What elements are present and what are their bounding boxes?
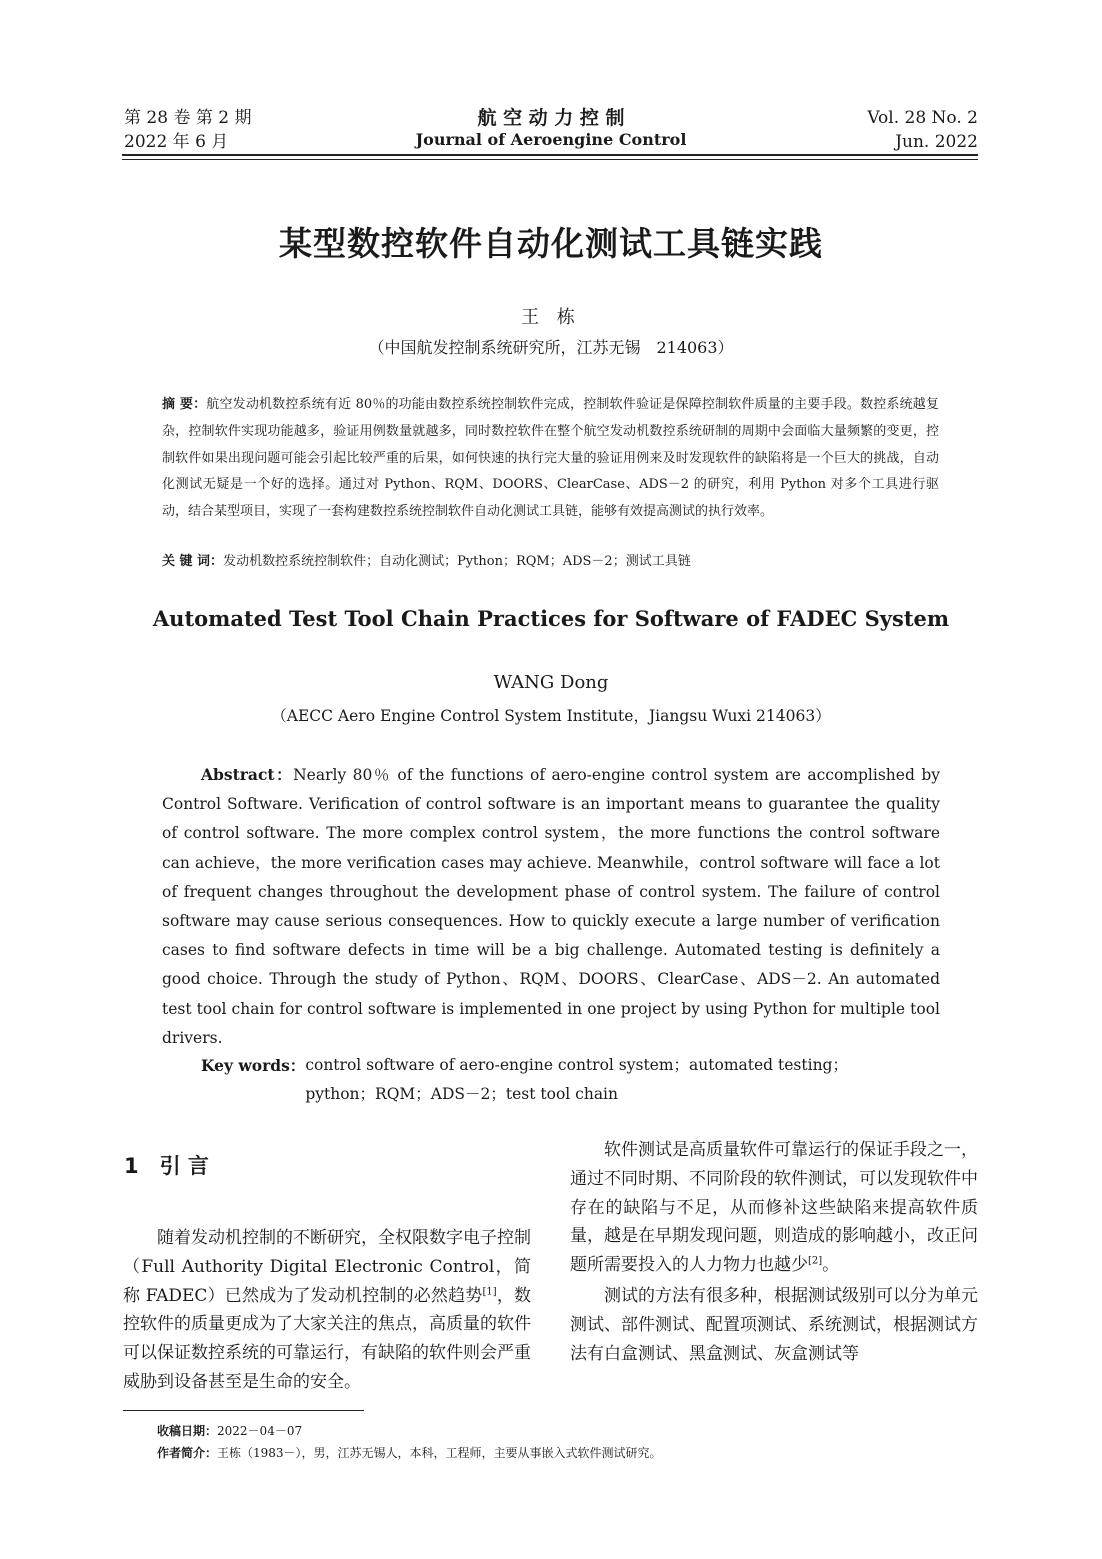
citation-ref: [1] — [482, 1285, 497, 1297]
citation-ref: [2] — [808, 1255, 823, 1267]
page-title: 某型数控软件自动化测试工具链实践 — [279, 224, 823, 263]
received-label: 收稿日期： — [157, 1424, 218, 1438]
author-bio — [157, 1442, 977, 1464]
author-bio-label: 作者简介： — [157, 1446, 218, 1460]
abstract-en — [162, 760, 940, 1053]
section-heading: 1 引 言 — [124, 1154, 209, 1178]
body-paragraph: 随着发动机控制的不断研究，全权限数字电子控制（Full Authority Digital Electronic Control，简称 FADEC）已然成为了发动机控制的必然趋势[1]，数控软件的质量更成为了大家关注的焦点，高质量的软件可以保证数控系统的可靠运行，有缺陷的软件则会严重威胁到设备甚至是生命的安全。 — [123, 1228, 532, 1392]
body-column-right — [570, 1136, 978, 1368]
abstract-en-text: Nearly 80％ of the functions of aero-engine control system are accomplished by Control Software. Verification of control software is an important means to guarantee the quality of control software. The more complex control system，the more functions the control software can achieve，the more verification cases may achieve. Meanwhile，control software will face a lot of frequent changes throughout the development phase of control system. The failure of control software may cause serious consequences. How to quickly execute a large number of verification cases to find software defects in time will be a big challenge. Automated testing is definitely a good choice. Through the study of Python、RQM、DOORS、ClearCase、ADS－2. An automated test tool chain for control software is implemented in one project by using Python for multiple tool drivers. — [162, 766, 941, 1047]
keywords-en-label: Key words： — [201, 1056, 306, 1075]
body-paragraph: 软件测试是高质量软件可靠运行的保证手段之一，通过不同时期、不同阶段的软件测试，可以发现软件中存在的缺陷与不足，从而修补这些缺陷来提高软件质量，越是在早期发现问题，则造成的影响越小，改正问题所需要投入的人力物力也越少[2]。 — [570, 1140, 978, 1276]
received-value: 2022－04－07 — [217, 1424, 303, 1438]
volume-number-en: Vol. 28 No. 2 — [867, 108, 978, 128]
keywords-en-line1: control software of aero-engine control system；automated testing； — [305, 1056, 848, 1074]
author-bio-value: 王栋（1983－），男，江苏无锡人，本科，工程师，主要从事嵌入式软件测试研究。 — [217, 1446, 662, 1460]
abstract-en-label: Abstract： — [201, 765, 294, 784]
author-name-en: WANG Dong — [493, 672, 609, 693]
affiliation-en: （AECC Aero Engine Control System Institute，Jiangsu Wuxi 214063） — [271, 707, 831, 725]
journal-name-en: Journal of Aeroengine Control — [415, 130, 687, 149]
publication-date: 2022 年 6 月 — [124, 132, 229, 152]
body-column-left — [123, 1224, 531, 1397]
footnote-rule — [123, 1410, 364, 1411]
volume-issue: 第 28 卷 第 2 期 — [124, 108, 252, 128]
keywords-cn — [162, 550, 939, 574]
keywords-en-line2: python；RQM；ADS－2；test tool chain — [305, 1085, 618, 1103]
header-rule-thick — [122, 154, 978, 156]
abstract-cn-label: 摘 要： — [162, 397, 207, 412]
journal-name-cn: 航 空 动 力 控 制 — [477, 107, 625, 129]
keywords-cn-text: 发动机数控系统控制软件；自动化测试；Python；RQM；ADS－2；测试工具链 — [223, 554, 691, 569]
keywords-en — [162, 1051, 940, 1109]
affiliation-cn: （中国航发控制系统研究所，江苏无锡 214063） — [368, 338, 734, 357]
body-paragraph: 测试的方法有很多种，根据测试级别可以分为单元测试、部件测试、配置项测试、系统测试，根据测试方法有白盒测试、黑盒测试、灰盒测试等 — [570, 1285, 978, 1364]
title-en: Automated Test Tool Chain Practices for Software of FADEC System — [152, 606, 950, 631]
keywords-cn-label: 关 键 词： — [162, 554, 224, 569]
header-rule-thin — [122, 159, 978, 160]
received-date — [157, 1420, 977, 1442]
abstract-cn — [162, 392, 939, 526]
date-en: Jun. 2022 — [895, 132, 978, 152]
abstract-cn-text: 航空发动机数控系统有近 80％的功能由数控系统控制软件完成，控制软件验证是保障控制软件质量的主要手段。数控系统越复杂，控制软件实现功能越多，验证用例数量就越多，同时数控软件在整个航空发动机数控系统研制的周期中会面临大量频繁的变更，控制软件如果出现问题可能会引起比较严重的后果，如何快速的执行完大量的验证用例来及时发现软件的缺陷将是一个巨大的挑战，自动化测试无疑是一个好的选择。通过对 Python、RQM、DOORS、ClearCase、ADS－2 的研究，利用 Python 对多个工具进行驱动，结合某型项目，实现了一套构建数控系统控制软件自动化测试工具链，能够有效提高测试的执行效率。 — [162, 397, 939, 520]
author-name-cn: 王 栋 — [521, 307, 581, 328]
